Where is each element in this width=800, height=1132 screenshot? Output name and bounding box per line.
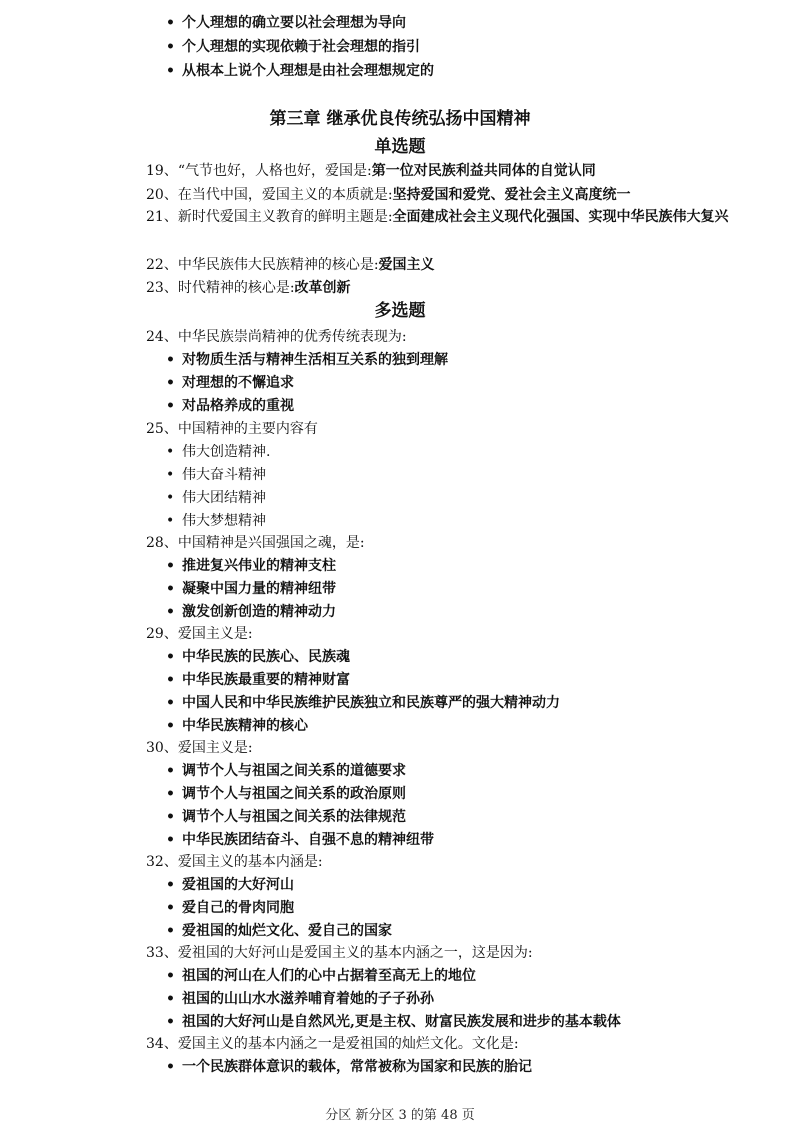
bullet-icon: •	[166, 398, 175, 414]
bullet-icon: •	[166, 1014, 175, 1030]
question-20: 20、在当代中国，爱国主义的本质就是:坚持爱国和爱党、爱社会主义高度统一	[146, 187, 631, 203]
bullet-icon: •	[166, 581, 175, 597]
question-23: 23、时代精神的核心是:改革创新	[146, 280, 351, 296]
chapter-title: 第三章 继承优良传统弘扬中国精神	[269, 109, 531, 129]
question-25: 25、中国精神的主要内容有	[146, 421, 318, 437]
question-19: 19、“气节也好，人格也好，爱国是:第一位对民族利益共同体的自觉认同	[146, 163, 596, 179]
question-24: 24、中华民族崇尚精神的优秀传统表现为:	[146, 329, 407, 345]
bullet-icon: •	[166, 718, 175, 734]
question-29: 29、爱国主义是:	[146, 626, 253, 642]
bullet-icon: •	[166, 672, 175, 688]
question-33: 33、爱祖国的大好河山是爱国主义的基本内涵之一，这是因为:	[146, 945, 533, 961]
bullet-icon: •	[166, 63, 175, 79]
bullet-icon: •	[166, 352, 175, 368]
bullet-icon: •	[166, 604, 175, 620]
bullet-icon: •	[166, 809, 175, 825]
question-30: 30、爱国主义是:	[146, 740, 253, 756]
bullet-icon: •	[166, 1059, 175, 1075]
question-32: 32、爱国主义的基本内涵是:	[146, 854, 323, 870]
page-footer: 分区 新分区 3 的第 48 页	[325, 1108, 475, 1123]
bullet-icon: •	[166, 763, 175, 779]
section-heading-multi: 多选题	[374, 301, 426, 321]
bullet-icon: •	[166, 558, 175, 574]
bullet-icon: •	[166, 991, 175, 1007]
bullet-icon: •	[166, 513, 175, 529]
question-22: 22、中华民族伟大民族精神的核心是:爱国主义	[146, 257, 435, 273]
bullet-icon: •	[166, 375, 175, 391]
bullet-icon: •	[166, 968, 175, 984]
bullet-icon: •	[166, 649, 175, 665]
bullet-icon: •	[166, 39, 175, 55]
question-34: 34、爱国主义的基本内涵之一是爱祖国的灿烂文化。文化是:	[146, 1036, 519, 1052]
bullet-icon: •	[166, 444, 175, 460]
bullet-icon: •	[166, 900, 175, 916]
section-heading-single: 单选题	[374, 137, 426, 157]
question-28: 28、中国精神是兴国强国之魂，是:	[146, 535, 365, 551]
bullet-icon: •	[166, 695, 175, 711]
bullet-icon: •	[166, 832, 175, 848]
bullet-icon: •	[166, 786, 175, 802]
bullet-icon: •	[166, 15, 175, 31]
question-21: 21、新时代爱国主义教育的鲜明主题是:全面建成社会主义现代化强国、实现中华民族伟大复兴	[146, 209, 729, 225]
bullet-icon: •	[166, 923, 175, 939]
bullet-icon: •	[166, 877, 175, 893]
document-page: • 个人理想的确立要以社会理想为导向 • 个人理想的实现依赖于社会理想的指引 • 从根本上说个人理想是由社会理想规定的 第三章 继承优良传统弘扬中国精神 单选题 19、“气节也好，人格也好，爱国是:第一位对民族利益共同体的自觉认同 20、在当代中国，爱国主义的本质就是:坚持爱国和爱党、爱社会主义高度统一 21、新时代爱国主义教育的鲜明主题是:全面建成社会主义现代化强国、实现中华民族伟大复兴 22、中华民族伟大民族精神的核心是:爱国主义 23、时代精神的核心是:改革创新 多选题 24、中华民族崇尚精神的优秀传统表现为: • 对物质生活与精神生活相互关系的独到理解 • 对理想的不懈追求 • 对品格养成的重视 25、中国精神的主要内容有 • 伟大创造精神. • 伟大奋斗精神 • 伟大团结精神 • 伟大梦想精神 28、中国精神是兴国强国之魂，是: • 推进复兴伟业的精神支柱 • 凝聚中国力量的精神纽带 • 激发创新创造的精神动力 29、爱国主义是: • 中华民族的民族心、民族魂 • 中华民族最重要的精神财富 • 中国人民和中华民族维护民族独立和民族尊严的强大精神动力 • 中华民族精神的核心 30、爱国主义是: • 调节个人与祖国之间关系的道德要求 • 调节个人与祖国之间关系的政治原则 • 调节个人与祖国之间关系的法律规范 • 中华民族团结奋斗、自强不息的精神纽带 32、爱国主义的基本内涵是: • 爱祖国的大好河山 • 爱自己的骨肉同胞 • 爱祖国的灿烂文化、爱自己的国家 33、爱祖国的大好河山是爱国主义的基本内涵之一，这是因为: • 祖国的河山在人们的心中占据着至高无上的地位 • 祖国的山山水水滋养哺育着她的子子孙孙 • 祖国的大好河山是自然风光,更是主权、财富民族发展和进步的基本载体 34、爱国主义的基本内涵之一是爱祖国的灿烂文化。文化是: • 一个民族群体意识的载体，常常被称为国家和民族的胎记 分区 新分区 3 的第 48 页	[0, 0, 800, 1132]
bullet-icon: •	[166, 490, 175, 506]
bullet-icon: •	[166, 467, 175, 483]
